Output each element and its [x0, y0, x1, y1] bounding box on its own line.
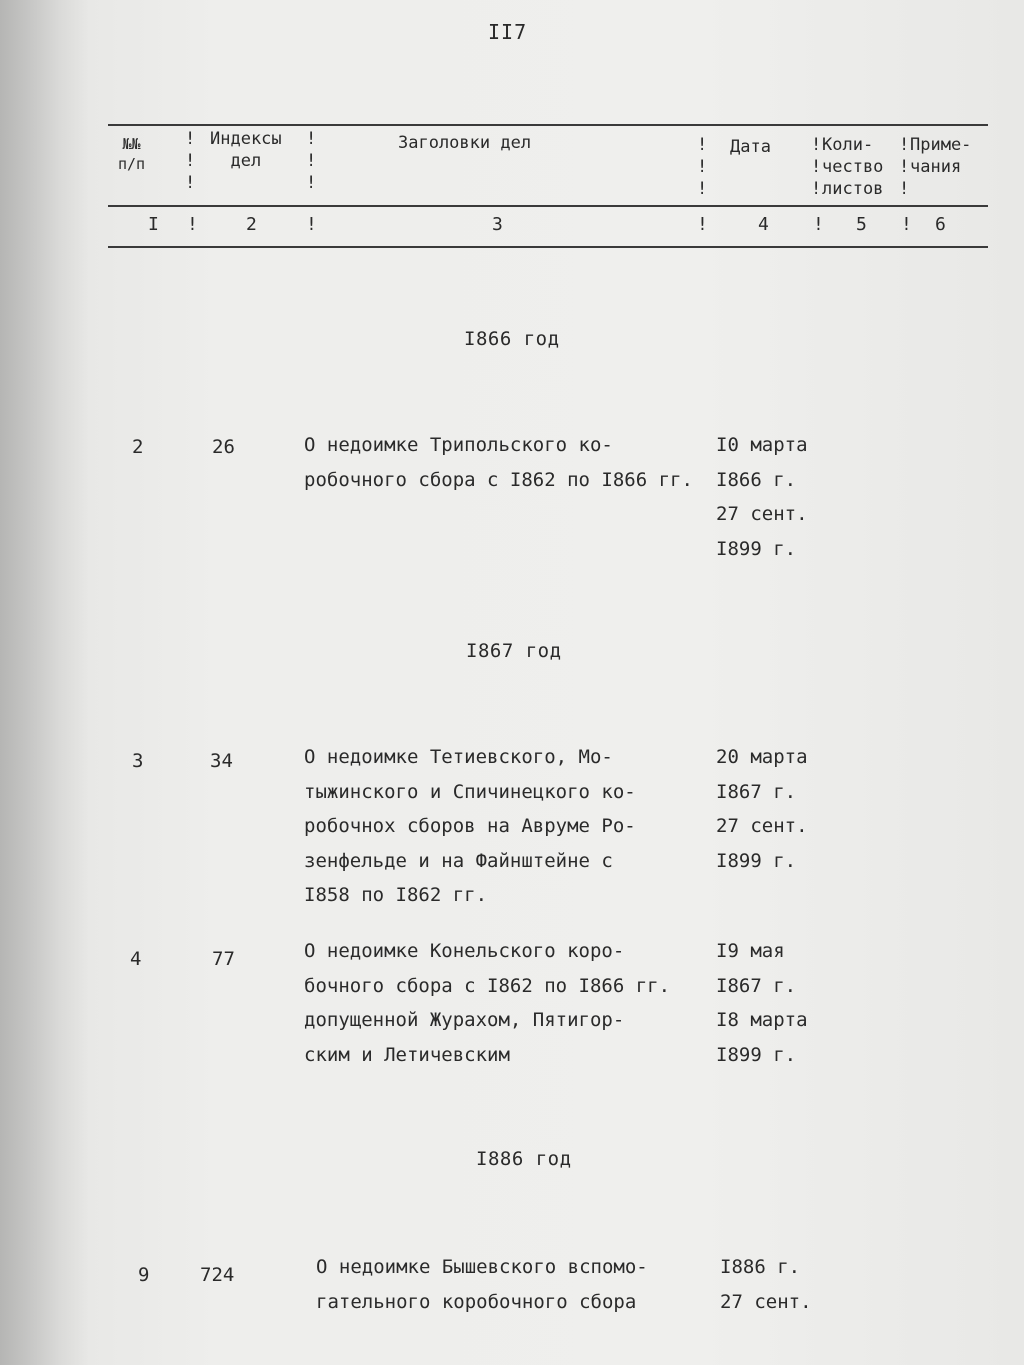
header-separator: ! ! !	[899, 135, 910, 199]
column-separator: !	[187, 214, 198, 235]
header-separator: ! ! !	[811, 135, 822, 199]
header-col-sheets: Коли- чество листов	[822, 135, 884, 199]
column-number: 6	[935, 214, 946, 235]
entry-date: 20 марта I867 г. 27 сент. I899 г.	[716, 746, 808, 872]
header-col-date: Дата	[730, 137, 771, 157]
entry-number: 9	[138, 1264, 150, 1286]
entry-title: О недоимке Конельского коро- бочного сбора с I862 по I866 гг. допущенной Журахом, Пятигор- ским и Летичевским	[304, 940, 671, 1066]
header-separator: ! ! !	[697, 135, 708, 199]
entry-title: О недоимке Тетиевского, Мо- тыжинского и Спичинецкого ко- робочнох сборов на Авруме Ро- зенфельде и на Файнштейне с I858 по I862 гг.	[304, 746, 636, 906]
header-col-notes: Приме- чания	[910, 135, 972, 177]
column-number: 3	[492, 214, 503, 235]
header-col-number: №№ п/п	[118, 135, 146, 173]
entry-date: I886 г. 27 сент.	[720, 1256, 812, 1313]
entry-title: О недоимке Трипольского ко- робочного сбора с I862 по I866 гг.	[304, 434, 693, 491]
column-number: 4	[758, 214, 769, 235]
entry-number: 4	[130, 948, 142, 970]
header-col-index: Индексы дел	[210, 129, 282, 171]
column-number: I	[148, 214, 159, 235]
entry-title: О недоимке Бышевского вспомо- гательного коробочного сбора	[316, 1256, 648, 1313]
entry-date: I9 мая I867 г. I8 марта I899 г.	[716, 940, 808, 1066]
column-separator: !	[697, 214, 708, 235]
header-separator: ! ! !	[306, 129, 317, 193]
entry-index: 26	[212, 436, 235, 458]
header-col-title: Заголовки дел	[398, 133, 532, 153]
header-top-rule	[108, 124, 988, 126]
header-bottom-rule	[108, 246, 988, 248]
column-separator: !	[901, 214, 912, 235]
entry-date: I0 марта I866 г. 27 сент. I899 г.	[716, 434, 808, 560]
entry-index: 724	[200, 1264, 235, 1286]
year-heading: I866 год	[464, 328, 560, 350]
column-number: 5	[856, 214, 867, 235]
column-number: 2	[246, 214, 257, 235]
column-separator: !	[306, 214, 317, 235]
header-mid-rule	[108, 205, 988, 207]
year-heading: I867 год	[466, 640, 562, 662]
header-separator: ! ! !	[185, 129, 196, 193]
entry-index: 77	[212, 948, 235, 970]
entry-index: 34	[210, 750, 233, 772]
column-separator: !	[813, 214, 824, 235]
page-number: II7	[488, 20, 528, 44]
page-edge-shadow	[0, 0, 90, 1365]
year-heading: I886 год	[476, 1148, 572, 1170]
entry-number: 2	[132, 436, 144, 458]
entry-number: 3	[132, 750, 144, 772]
